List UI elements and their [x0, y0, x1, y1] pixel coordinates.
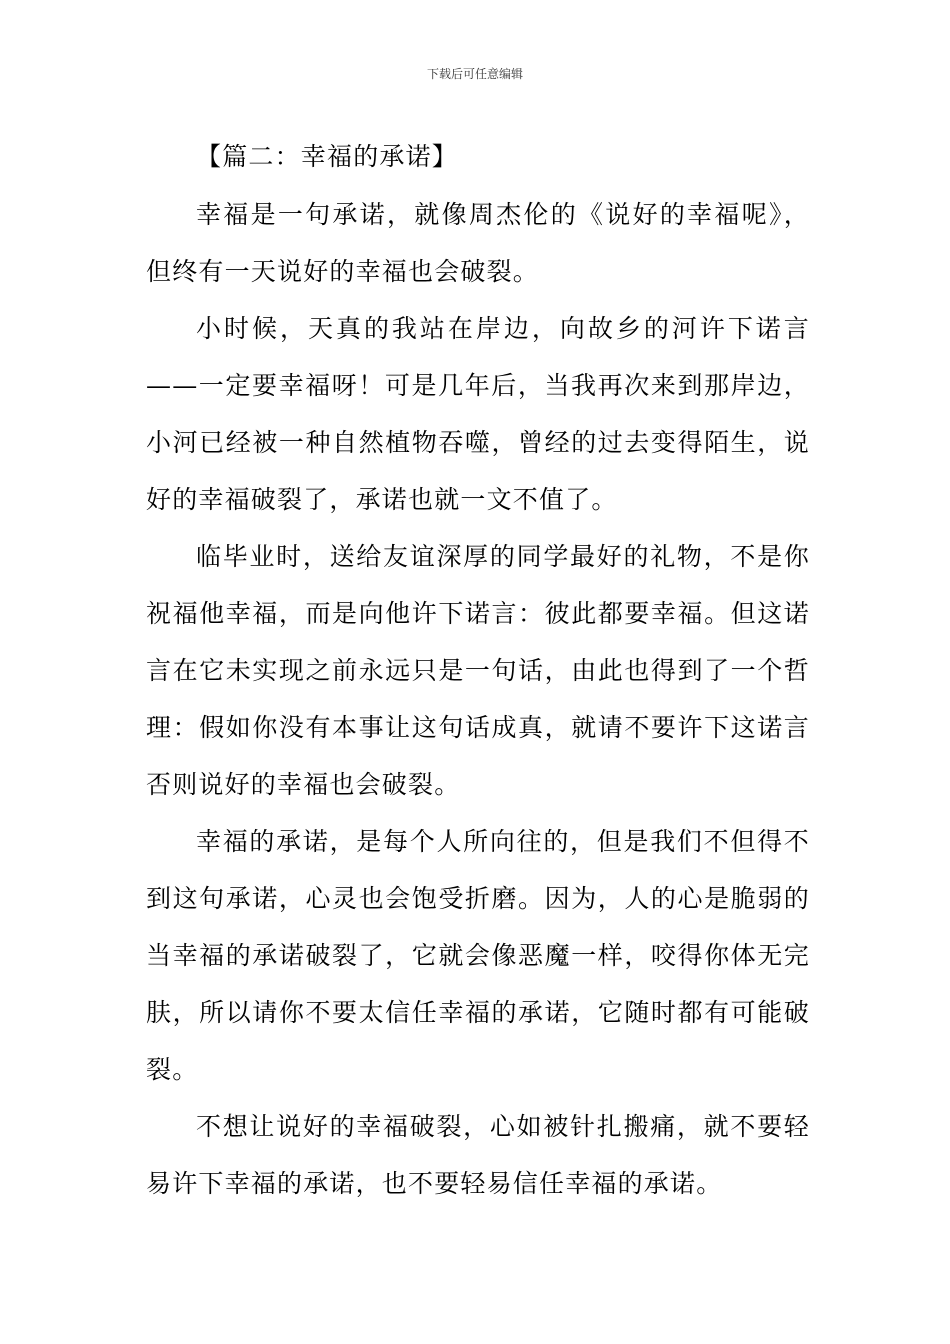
paragraph-2: 小时候，天真的我站在岸边，向故乡的河许下诺言——一定要幸福呀！可是几年后，当我再次来到那岸边，小河已经被一种自然植物吞噬，曾经的过去变得陌生，说好的幸福破裂了，承诺也就一文不值了。: [146, 314, 810, 514]
page-header-note: 下载后可任意编辑: [426, 67, 523, 81]
paragraph-3: 临毕业时，送给友谊深厚的同学最好的礼物，不是你祝福他幸福，而是向他许下诺言：彼此都要幸福。但这诺言在它未实现之前永远只是一句话，由此也得到了一个哲理：假如你没有本事让这句话成真，就请不要许下这诺言否则说好的幸福也会破裂。: [146, 542, 810, 799]
document-title: 【篇二：幸福的承诺】: [196, 142, 459, 171]
document-body: [146, 128, 810, 1212]
paragraph-4: 幸福的承诺，是每个人所向往的，但是我们不但得不到这句承诺，心灵也会饱受折磨。因为，人的心是脆弱的当幸福的承诺破裂了，它就会像恶魔一样，咬得你体无完肤，所以请你不要太信任幸福的承诺，它随时都有可能破裂。: [146, 827, 810, 1084]
paragraph-1: 幸福是一句承诺，就像周杰伦的《说好的幸福呢》，但终有一天说好的幸福也会破裂。: [146, 200, 810, 286]
paragraph-5: 不想让说好的幸福破裂，心如被针扎搬痛，就不要轻易许下幸福的承诺，也不要轻易信任幸福的承诺。: [146, 1112, 810, 1198]
